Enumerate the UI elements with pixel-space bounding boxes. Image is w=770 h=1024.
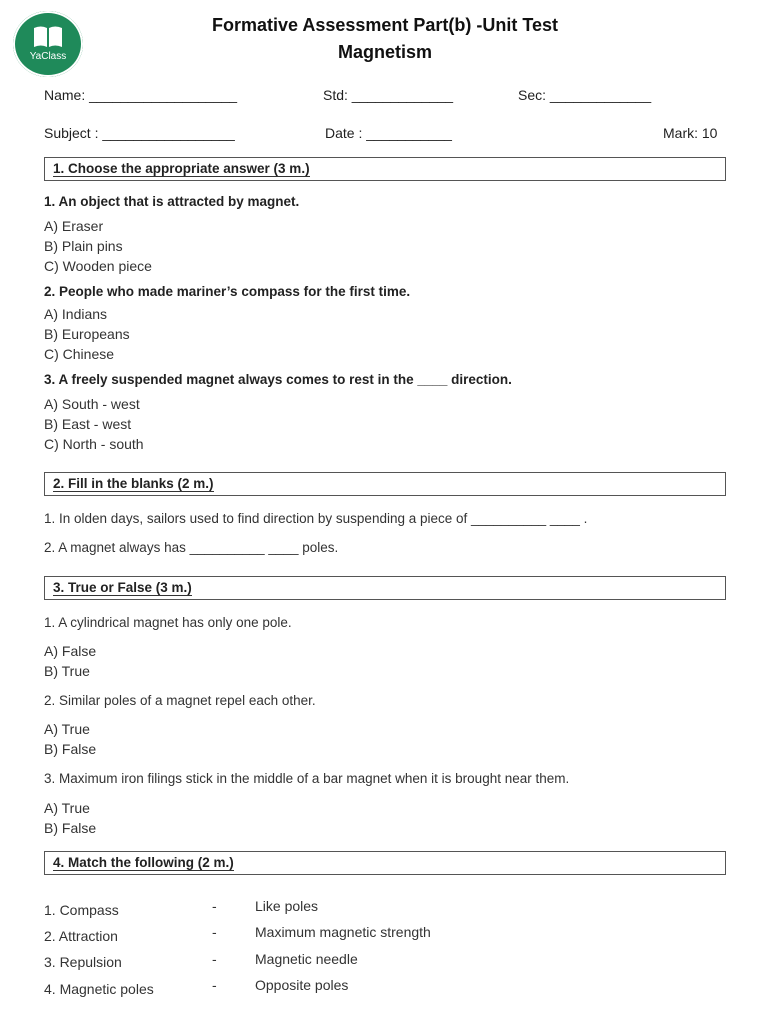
name-field: Name: ___________________ <box>44 87 238 103</box>
option: A) True <box>44 721 90 737</box>
option: B) East - west <box>44 416 132 432</box>
option: B) False <box>44 820 97 836</box>
question: 1. A cylindrical magnet has only one pole. <box>44 615 292 630</box>
section-heading: 4. Match the following (2 m.) <box>53 855 234 870</box>
page-subtitle: Magnetism <box>337 42 433 62</box>
option: B) True <box>44 663 90 679</box>
question: 3. A freely suspended magnet always comes to rest in the ____ direction. <box>44 372 512 387</box>
question: 1. An object that is attracted by magnet. <box>44 194 300 209</box>
match-dash: - <box>212 951 217 967</box>
match-dash: - <box>212 924 217 940</box>
page-title: Formative Assessment Part(b) -Unit Test <box>211 15 559 35</box>
match-left-item: 4. Magnetic poles <box>44 981 154 997</box>
match-right-item: Like poles <box>255 898 319 914</box>
section-heading: 1. Choose the appropriate answer (3 m.) <box>53 161 310 176</box>
question: 2. A magnet always has __________ ____ poles. <box>44 540 339 555</box>
option: B) Europeans <box>44 326 130 342</box>
question: 2. People who made mariner’s compass for the first time. <box>44 284 411 299</box>
option: C) Chinese <box>44 346 115 362</box>
option: C) North - south <box>44 436 144 452</box>
logo-text: YaClass <box>29 51 67 62</box>
question: 2. Similar poles of a magnet repel each other. <box>44 693 316 708</box>
match-right-item: Maximum magnetic strength <box>255 924 431 940</box>
subject-field: Subject : _________________ <box>44 125 235 141</box>
sec-field: Sec: _____________ <box>518 87 652 103</box>
question: 3. Maximum iron filings stick in the middle of a bar magnet when it is brought near them. <box>44 771 570 786</box>
section-heading-box <box>44 157 726 181</box>
option: B) Plain pins <box>44 238 123 254</box>
option: A) True <box>44 800 90 816</box>
section-heading-box <box>44 576 726 600</box>
mark-field: Mark: 10 <box>663 125 718 141</box>
date-field: Date : ___________ <box>325 125 452 141</box>
section-heading-box <box>44 851 726 875</box>
std-field: Std: _____________ <box>323 87 454 103</box>
section-heading-box <box>44 472 726 496</box>
match-left-item: 2. Attraction <box>44 928 118 944</box>
match-left-item: 3. Repulsion <box>44 954 122 970</box>
match-left-item: 1. Compass <box>44 902 119 918</box>
option: A) South - west <box>44 396 140 412</box>
match-right-item: Opposite poles <box>255 977 349 993</box>
match-dash: - <box>212 898 217 914</box>
question: 1. In olden days, sailors used to find direction by suspending a piece of __________ ____ . <box>44 511 588 526</box>
option: A) Indians <box>44 306 108 322</box>
option: A) Eraser <box>44 218 104 234</box>
section-heading: 3. True or False (3 m.) <box>53 580 192 595</box>
option: A) False <box>44 643 97 659</box>
option: B) False <box>44 741 97 757</box>
section-heading: 2. Fill in the blanks (2 m.) <box>53 476 214 491</box>
option: C) Wooden piece <box>44 258 152 274</box>
match-right-item: Magnetic needle <box>255 951 358 967</box>
match-dash: - <box>212 977 217 993</box>
